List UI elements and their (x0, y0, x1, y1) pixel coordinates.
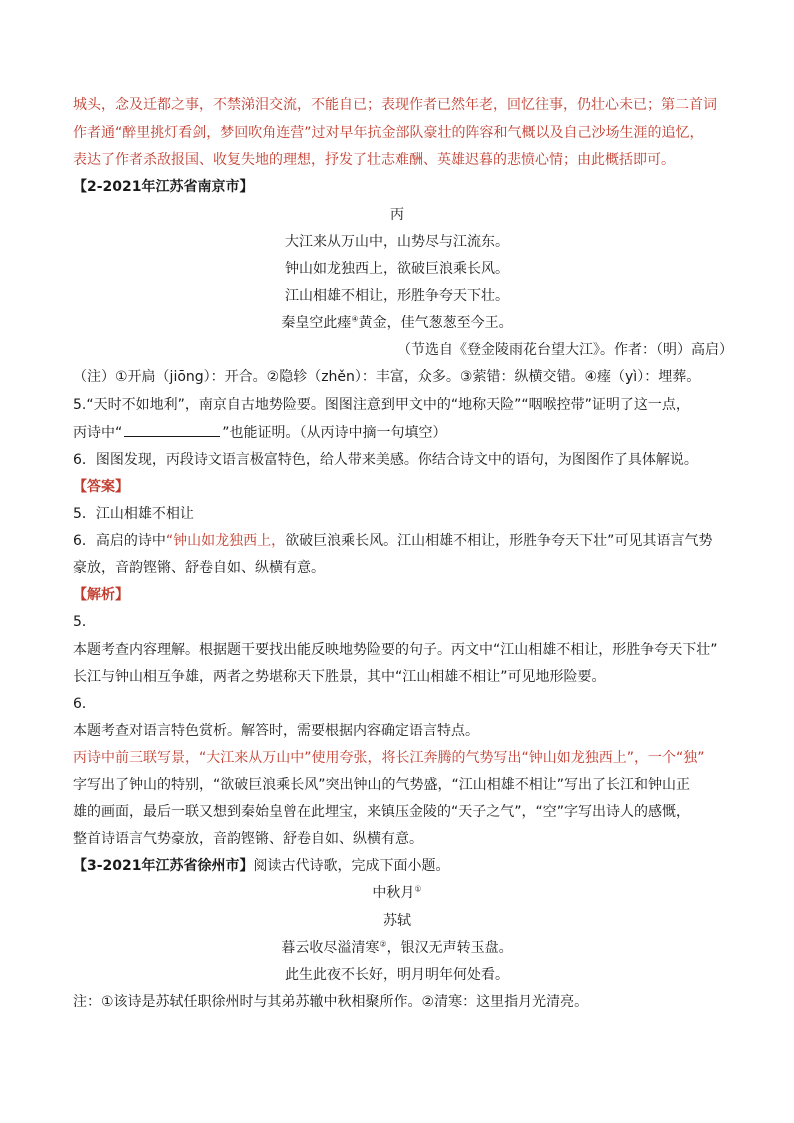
poem-line-2: 钟山如龙独西上，欲破巨浪乘长风。 (285, 261, 509, 277)
question-5-suffix: ”也能证明。（从丙诗中摘一句填空） (222, 425, 447, 441)
poem-title-text: 中秋月 (372, 885, 415, 901)
poem-line-3: 江山相雄不相让，形胜争夸天下壮。 (285, 288, 509, 304)
answer-6-line-1 (73, 532, 733, 550)
analysis-6-number: 6． (73, 696, 96, 712)
prev-analysis-line-1: 城头，念及迁都之事，不禁涕泪交流，不能自已；表现作者已然年老，回忆往事，仍壮心未已；第二首词 (73, 97, 717, 113)
poem-title-bing: 丙 (390, 207, 404, 223)
analysis-5-number: 5． (73, 614, 96, 630)
poem-author: 苏轼 (383, 913, 411, 929)
answer-6-rest: 欲破巨浪乘长风。江山相雄不相让，形胜争夸天下壮”可见其语言气势 (285, 533, 713, 549)
question-5-line-2 (73, 423, 733, 442)
poem-3-line-1 (0, 939, 794, 957)
poem-source-text: （节选自《登金陵雨花台望大江》。作者：（明）高启） (397, 342, 733, 358)
question-5-prefix: 丙诗中“ (73, 425, 123, 441)
poem-line-4 (0, 314, 794, 332)
analysis-6-line-5: 整首诗语言气势豪放，音韵铿锵、舒卷自如、纵横有意。 (73, 831, 423, 847)
answer-6-quote: “钟山如龙独西上， (165, 533, 286, 549)
analysis-6-line-1: 本题考查对语言特色赏析。解答时，需要根据内容确定语言特点。 (73, 723, 479, 739)
analysis-5-line-1: 本题考查内容理解。根据题干要找出能反映地势险要的句子。丙文中“江山相雄不相让，形胜争夸天下壮” (73, 642, 718, 658)
analysis-6-line-3: 字写出了钟山的特别，“欲破巨浪乘长风”突出钟山的气势盛，“江山相雄不相让”写出了长江和钟山正 (73, 777, 691, 793)
prev-analysis-line-3: 表达了作者杀敌报国、收复失地的理想，抒发了壮志难酬、英雄迟暮的悲愤心情；由此概括即可。 (73, 152, 675, 168)
section-3-intro: 阅读古代诗歌，完成下面小题。 (253, 858, 450, 874)
poem-3-line-1-part-a: 暮云收尽溢清寒 (281, 940, 380, 956)
footnote-marker-1: ① (414, 884, 422, 894)
section-2-header: 【2-2021年江苏省南京市】 (73, 179, 254, 195)
poem-line-4-part-b: 黄金，佳气葱葱至今王。 (358, 315, 513, 331)
poem-source (0, 341, 794, 359)
analysis-6-line-4: 雄的画面，最后一联又想到秦始皇曾在此埋宝，来镇压金陵的“天子之气”，“空”字写出诗人的感慨， (73, 804, 691, 820)
answer-6-line-2: 豪放，音韵铿锵、舒卷自如、纵横有意。 (73, 560, 325, 576)
section-3-header: 【3-2021年江苏省徐州市】 (73, 858, 254, 874)
answer-label: 【答案】 (73, 479, 129, 495)
prev-analysis-line-2: 作者通“醉里挑灯看剑，梦回吹角连营”过对早年抗金部队豪壮的阵容和气概以及自己沙场生涯的追忆， (73, 125, 704, 141)
question-5-line-1: 5.“天时不如地利”，南京自古地势险要。图图注意到甲文中的“地称天险”“咽喉控带”证明了这一点， (73, 397, 690, 413)
footnote-marker-4: ④ (351, 314, 359, 324)
poem-line-1: 大江来从万山中，山势尽与江流东。 (285, 234, 509, 250)
poem-3-line-2: 此生此夜不长好，明月明年何处看。 (285, 967, 509, 983)
section-3-header-line (73, 857, 733, 875)
answer-6-prefix: 6．高启的诗中 (73, 533, 166, 549)
analysis-label: 【解析】 (73, 587, 129, 603)
analysis-6-line-2: 丙诗中前三联写景，“大江来从万山中”使用夸张，将长江奔腾的气势写出“钟山如龙独西上”，一个“独” (73, 750, 705, 766)
poem-3-notes: 注：①该诗是苏轼任职徐州时与其弟苏辙中秋相聚所作。②清寒：这里指月光清亮。 (73, 994, 589, 1010)
poem-3-line-1-part-b: ，银汉无声转玉盘。 (386, 940, 513, 956)
answer-5: 5．江山相雄不相让 (73, 506, 194, 522)
question-6: 6．图图发现，丙段诗文语言极富特色，给人带来美感。你结合诗文中的语句，为图图作了具体解说。 (73, 452, 698, 468)
poem-notes: （注）①开扃（jiōng）：开合。②隐轸（zhěn）：丰富，众多。③萦错：纵横交错。④瘗（yì）：埋葬。 (73, 369, 701, 385)
fill-in-blank (124, 423, 220, 437)
poem-title-zhongqiuyue (0, 884, 794, 902)
footnote-marker-2: ② (379, 939, 387, 949)
poem-line-4-part-a: 秦皇空此瘗 (281, 315, 352, 331)
analysis-5-line-2: 长江与钟山相互争雄，两者之势堪称天下胜景，其中“江山相雄不相让”可见地形险要。 (73, 669, 606, 685)
